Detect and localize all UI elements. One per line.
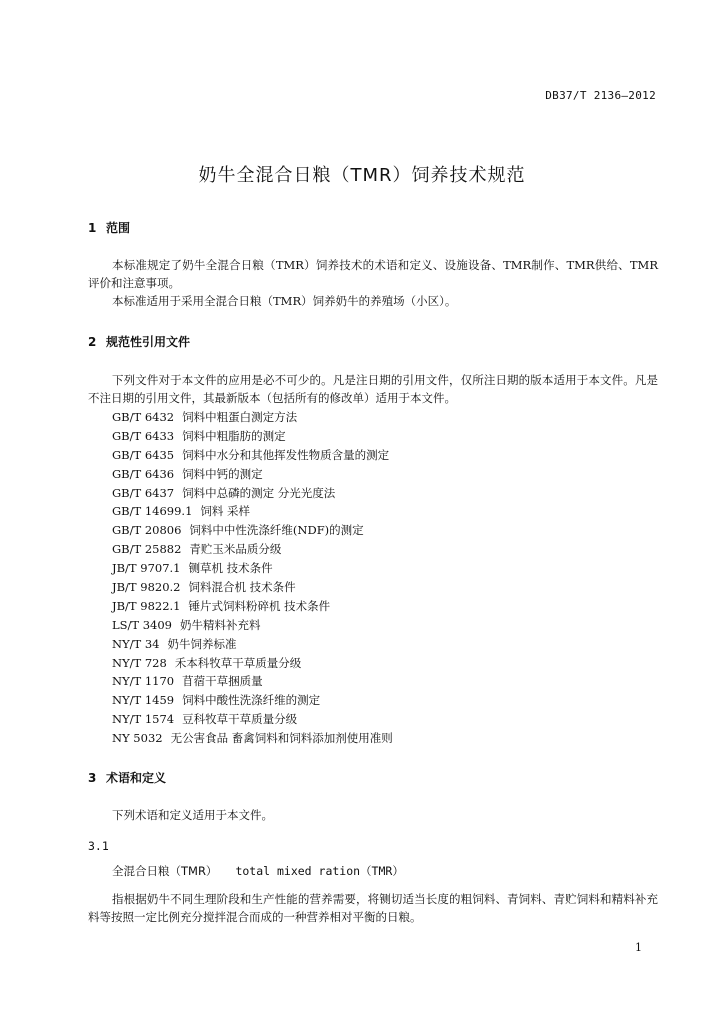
reference-title: 奶牛饲养标准: [167, 636, 237, 651]
reference-code: NY/T 728: [112, 655, 167, 670]
reference-item: [112, 408, 393, 427]
term-chinese: 全混合日粮（TMR）: [112, 864, 218, 878]
term-heading: [112, 863, 404, 879]
standard-code: DB37/T 2136—2012: [545, 89, 656, 102]
reference-item: [112, 521, 393, 540]
reference-title: 饲料 采样: [200, 504, 251, 519]
clause-number: 3.1: [88, 839, 109, 853]
reference-title: 饲料混合机 技术条件: [188, 580, 296, 595]
reference-code: GB/T 14699.1: [112, 504, 193, 519]
reference-title: 饲料中总磷的测定 分光光度法: [182, 485, 336, 500]
reference-item: [112, 446, 393, 465]
reference-item: [112, 710, 393, 729]
reference-item: [112, 691, 393, 710]
reference-code: NY 5032: [112, 731, 163, 746]
section-number: 3: [88, 771, 97, 785]
reference-item: [112, 578, 393, 597]
section-number: 1: [88, 221, 97, 235]
reference-title: 青贮玉米品质分级: [189, 542, 282, 557]
reference-title: 豆科牧草干草质量分级: [182, 712, 298, 727]
section-heading-terms: [88, 769, 166, 786]
reference-title: 饲料中粗蛋白测定方法: [182, 410, 298, 424]
reference-code: GB/T 6432: [112, 410, 175, 424]
reference-title: 无公害食品 畜禽饲料和饲料添加剂使用准则: [170, 731, 393, 746]
paragraph-definition: 指根据奶牛不同生理阶段和生产性能的营养需要，将铡切适当长度的粗饲料、青饲料、青贮饲料和精料补充料等按照一定比例充分搅拌混合而成的一种营养相对平衡的日粮。: [88, 892, 658, 924]
paragraph-terms-intro: 下列术语和定义适用于本文件。: [112, 808, 273, 822]
section-title: 规范性引用文件: [106, 335, 191, 349]
reference-title: 奶牛精料补充料: [179, 617, 261, 632]
reference-title: 锤片式饲料粉碎机 技术条件: [188, 598, 331, 613]
reference-item: [112, 540, 393, 559]
reference-code: GB/T 25882: [112, 542, 182, 557]
reference-code: GB/T 6435: [112, 447, 175, 462]
reference-item: [112, 559, 393, 578]
reference-item: [112, 502, 393, 521]
reference-title: 饲料中水分和其他挥发性物质含量的测定: [182, 447, 390, 462]
reference-code: GB/T 6436: [112, 466, 175, 481]
reference-code: JB/T 9822.1: [112, 598, 181, 613]
section-number: 2: [88, 335, 97, 349]
reference-code: GB/T 6437: [112, 485, 175, 500]
section-title: 术语和定义: [106, 771, 167, 785]
reference-item: [112, 672, 393, 691]
paragraph-scope-1: 本标准规定了奶牛全混合日粮（TMR）饲养技术的术语和定义、设施设备、TMR制作、TMR供给、TMR评价和注意事项。: [88, 258, 658, 290]
reference-list: [112, 408, 393, 748]
reference-item: [112, 616, 393, 635]
reference-title: 饲料中钙的测定: [182, 466, 263, 481]
reference-item: [112, 484, 393, 503]
section-heading-references: [88, 333, 190, 350]
reference-title: 苜蓿干草捆质量: [182, 674, 263, 689]
reference-title: 饲料中酸性洗涤纤维的测定: [182, 693, 321, 708]
reference-code: NY/T 1170: [112, 674, 175, 689]
paragraph-references-intro: 下列文件对于本文件的应用是必不可少的。凡是注日期的引用文件，仅所注日期的版本适用于本文件。凡是不注日期的引用文件，其最新版本（包括所有的修改单）适用于本文件。: [88, 373, 658, 405]
section-heading-scope: [88, 219, 130, 236]
reference-item: [112, 635, 393, 654]
paragraph-scope-2: 本标准适用于采用全混合日粮（TMR）饲养奶牛的养殖场（小区）。: [112, 294, 457, 308]
reference-title: 禾本科牧草干草质量分级: [174, 655, 302, 670]
reference-title: 饲料中中性洗涤纤维(NDF)的测定: [189, 523, 364, 538]
reference-code: JB/T 9820.2: [112, 580, 181, 595]
reference-title: 铡草机 技术条件: [188, 561, 273, 576]
reference-code: LS/T 3409: [112, 617, 172, 632]
reference-item: [112, 729, 393, 748]
document-title: 奶牛全混合日粮（TMR）饲养技术规范: [198, 165, 526, 186]
page-number: 1: [635, 941, 642, 954]
term-english: total mixed ration（TMR）: [235, 864, 404, 878]
reference-code: GB/T 6433: [112, 428, 175, 443]
reference-code: NY/T 34: [112, 636, 160, 651]
reference-code: GB/T 20806: [112, 523, 182, 538]
section-title: 范围: [106, 221, 131, 235]
reference-item: [112, 465, 393, 484]
reference-code: JB/T 9707.1: [112, 561, 181, 576]
reference-code: NY/T 1574: [112, 712, 175, 727]
reference-item: [112, 654, 393, 673]
reference-code: NY/T 1459: [112, 693, 175, 708]
reference-item: [112, 597, 393, 616]
reference-title: 饲料中粗脂肪的测定: [182, 428, 286, 443]
reference-item: [112, 427, 393, 446]
